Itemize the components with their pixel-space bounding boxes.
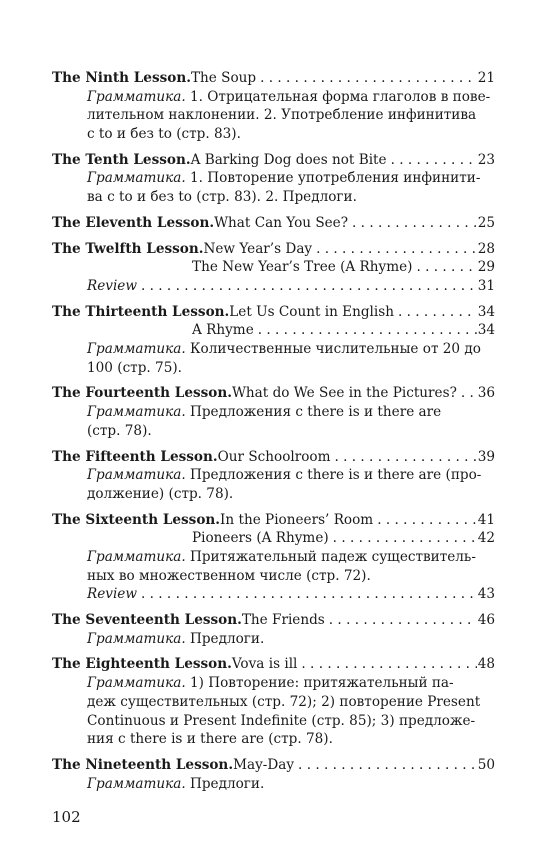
lesson-page: 41 [477, 511, 495, 528]
lesson-number: The Thirteenth Lesson. [52, 303, 230, 320]
dot-leader [137, 585, 477, 604]
grammar-note [52, 548, 495, 585]
lesson-page: 23 [477, 151, 495, 168]
grammar-note [52, 630, 495, 649]
grammar-text: Предложения с there is и there are [189, 404, 442, 421]
review-page: 43 [477, 586, 495, 603]
dot-leader [348, 214, 477, 233]
toc-subentry-line [52, 529, 495, 548]
lesson-title: The Friends [241, 612, 325, 629]
lesson-number: The Eighteenth Lesson. [52, 656, 232, 673]
grammar-text: ния с there is и there are (стр. 78). [87, 731, 333, 748]
toc-entry [52, 611, 495, 648]
dot-leader [297, 655, 477, 674]
lesson-number: The Fifteenth Lesson. [52, 448, 218, 465]
lesson-page: 25 [477, 214, 495, 231]
lesson-title: Our Schoolroom [217, 448, 331, 465]
lesson-title: A Barking Dog does not Bite [190, 151, 387, 168]
grammar-line [87, 403, 495, 422]
toc-entry-line [52, 384, 495, 403]
grammar-text: 100 (стр. 75). [87, 359, 182, 376]
subentry-title: The New Year’s Tree (A Rhyme) [192, 259, 413, 276]
lesson-title: What Can You See? [214, 214, 349, 231]
lesson-page: 46 [477, 612, 495, 629]
toc-entry [52, 69, 495, 144]
toc-entry-line [52, 214, 495, 233]
grammar-text: Предлоги. [189, 775, 265, 792]
toc-entry-line [52, 303, 495, 322]
toc-entry [52, 448, 495, 504]
toc-entry [52, 240, 495, 296]
page-number: 102 [52, 808, 81, 826]
grammar-label: Грамматика. [87, 675, 186, 692]
lesson-number: The Tenth Lesson. [52, 151, 191, 168]
toc-entry [52, 214, 495, 233]
lesson-title: Vova is ill [231, 656, 298, 673]
toc-entry-line [52, 511, 495, 530]
dot-leader [137, 277, 477, 296]
dot-leader [373, 511, 477, 530]
lesson-page: 34 [477, 303, 495, 320]
dot-leader [294, 756, 477, 775]
grammar-line [87, 485, 495, 504]
grammar-line [87, 466, 495, 485]
lesson-title: The Soup [190, 70, 257, 86]
grammar-text: с to и без to (стр. 83). [87, 126, 241, 143]
subentry-title: A Rhyme [192, 322, 254, 339]
dot-leader [412, 258, 477, 277]
grammar-text: Continuous и Present Indefinite (стр. 85); 3) предложе- [87, 712, 476, 729]
dot-leader [254, 321, 477, 340]
lesson-page: 48 [477, 656, 495, 673]
grammar-text: Предлоги. [189, 630, 265, 647]
grammar-label: Грамматика. [87, 404, 186, 421]
lesson-page: 39 [477, 448, 495, 465]
toc-entry [52, 303, 495, 378]
table-of-contents [52, 69, 495, 800]
toc-entry [52, 756, 495, 793]
dot-leader [312, 240, 477, 259]
grammar-line [87, 775, 495, 794]
grammar-line [87, 169, 495, 188]
toc-entry-line [52, 611, 495, 630]
lesson-page: 36 [477, 385, 495, 402]
toc-entry-line [52, 69, 495, 88]
grammar-line [87, 88, 495, 107]
grammar-line [87, 630, 495, 649]
grammar-line [87, 567, 495, 586]
grammar-line [87, 548, 495, 567]
review-title: Review [87, 586, 137, 603]
grammar-note [52, 775, 495, 794]
grammar-label: Грамматика. [87, 630, 186, 647]
toc-entry-line [52, 655, 495, 674]
grammar-note [52, 88, 495, 144]
lesson-title: Let Us Count in English [229, 303, 394, 320]
lesson-number: The Twelfth Lesson. [52, 240, 204, 257]
lesson-number: The Seventeenth Lesson. [52, 612, 242, 629]
grammar-text: лительном наклонении. 2. Употребление инфинитива [87, 107, 477, 124]
grammar-line [87, 188, 495, 207]
grammar-label: Грамматика. [87, 88, 186, 105]
dot-leader [330, 448, 477, 467]
grammar-label: Грамматика. [87, 548, 186, 565]
subentry-title: Pioneers (A Rhyme) [192, 530, 329, 547]
grammar-line [87, 359, 495, 378]
toc-entry [52, 511, 495, 604]
subentry-page: 29 [477, 259, 495, 276]
toc-entry [52, 151, 495, 207]
toc-review-line [52, 277, 495, 296]
grammar-label: Грамматика. [87, 775, 186, 792]
grammar-line [87, 712, 495, 731]
grammar-text: деж существительных (стр. 72); 2) повторение Present [87, 693, 481, 710]
grammar-label: Грамматика. [87, 170, 186, 187]
grammar-text: 1. Повторение употребления инфинити- [189, 170, 481, 187]
grammar-label: Грамматика. [87, 341, 186, 358]
toc-review-line [52, 585, 495, 604]
dot-leader [329, 529, 477, 548]
grammar-line [87, 422, 495, 441]
dot-leader [387, 151, 477, 170]
grammar-text: 1) Повторение: притяжательный па- [189, 675, 454, 692]
grammar-line [87, 730, 495, 749]
grammar-note [52, 403, 495, 440]
toc-entry [52, 655, 495, 749]
lesson-page: 21 [477, 70, 495, 86]
toc-subentry-line [52, 321, 495, 340]
grammar-note [52, 674, 495, 749]
lesson-page: 50 [477, 756, 495, 773]
grammar-text: 1. Отрицательная форма глаголов в пове- [189, 88, 491, 105]
grammar-text: Притяжательный падеж существитель- [189, 548, 476, 565]
toc-entry-line [52, 448, 495, 467]
toc-entry-line [52, 756, 495, 775]
dot-leader [457, 384, 477, 403]
lesson-page: 28 [477, 240, 495, 257]
toc-entry [52, 384, 495, 440]
lesson-number: The Nineteenth Lesson. [52, 756, 234, 773]
lesson-number: The Eleventh Lesson. [52, 214, 215, 231]
lesson-title: May-Day [233, 756, 295, 773]
dot-leader [325, 611, 477, 630]
grammar-line [87, 125, 495, 144]
toc-subentry-line [52, 258, 495, 277]
grammar-text: Предложения с there is и there are (про- [189, 467, 482, 484]
subentry-page: 42 [477, 530, 495, 547]
lesson-title: In the Pioneers’ Room [220, 511, 374, 528]
grammar-line [87, 693, 495, 712]
lesson-number: The Sixteenth Lesson. [52, 511, 221, 528]
grammar-text: ных во множественном числе (стр. 72). [87, 567, 371, 584]
subentry-page: 34 [477, 322, 495, 339]
lesson-number: The Fourteenth Lesson. [52, 385, 232, 402]
grammar-text: (стр. 78). [87, 422, 152, 439]
dot-leader [256, 69, 477, 88]
lesson-title: What do We See in the Pictures? [231, 385, 457, 402]
grammar-line [87, 674, 495, 693]
lesson-number: The Ninth Lesson. [52, 70, 191, 86]
dot-leader [394, 303, 477, 322]
lesson-title: New Year’s Day [203, 240, 313, 257]
grammar-text: Количественные числительные от 20 до [189, 341, 481, 358]
grammar-note [52, 169, 495, 206]
grammar-text: должение) (стр. 78). [87, 485, 234, 502]
grammar-label: Грамматика. [87, 467, 186, 484]
grammar-text: ва с to и без to (стр. 83). 2. Предлоги. [87, 189, 357, 206]
grammar-note [52, 466, 495, 503]
review-title: Review [87, 277, 137, 294]
toc-entry-line [52, 240, 495, 259]
review-page: 31 [477, 277, 495, 294]
grammar-line [87, 106, 495, 125]
grammar-line [87, 340, 495, 359]
grammar-note [52, 340, 495, 377]
toc-entry-line [52, 151, 495, 170]
